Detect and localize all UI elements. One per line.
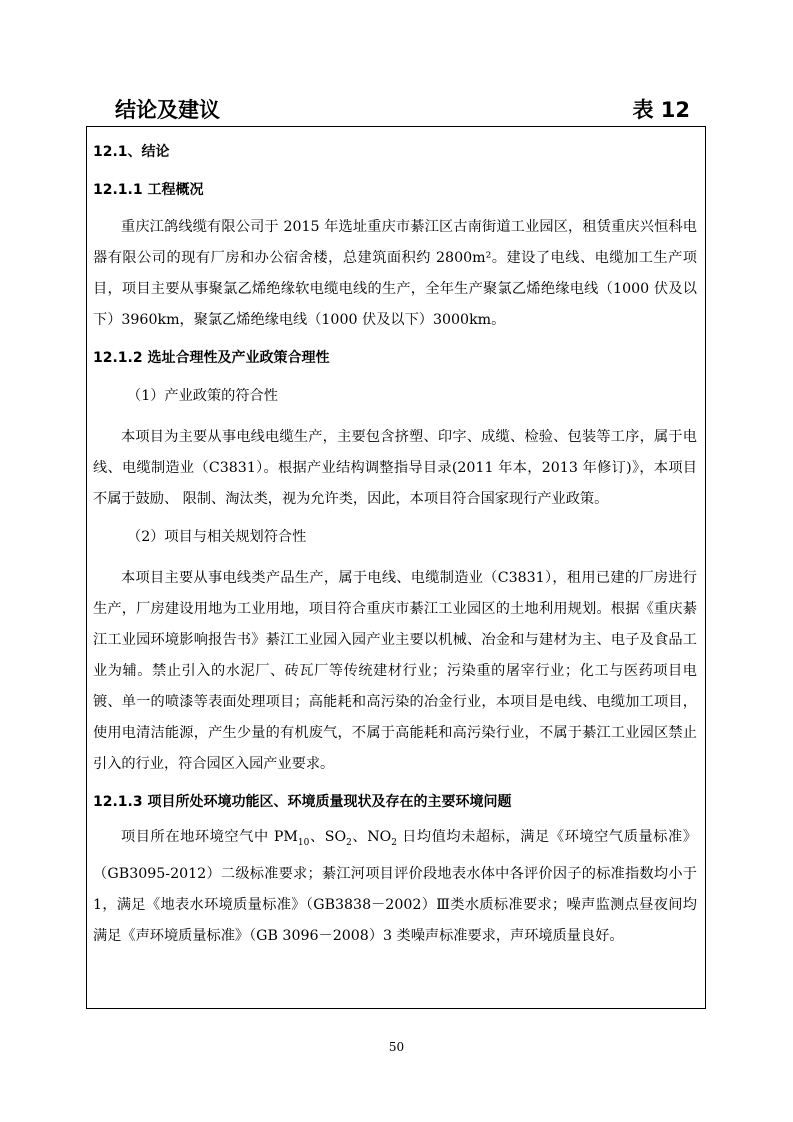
env-subscript: 10 <box>297 837 310 848</box>
paragraph-planning-compliance: 本项目主要从事电线类产品生产，属于电线、电缆制造业（C3831），租用已建的厂房进行生产，厂房建设用地为工业用地，项目符合重庆市綦江工业园区的土地利用规划。根据《重庆綦江工业园环境影响报告书》綦江工业园入园产业主要以机械、冶金和与建材为主、电子及食品工业为辅。禁止引入的水泥厂、砖瓦厂等传统建材行业；污染重的屠宰行业；化工与医药项目电镀、单一的喷漆等表面处理项目；高能耗和高污染的冶金行业，本项目是电线、电缆加工项目，使用电清洁能源，产生少量的有机废气，不属于高能耗和高污染行业，不属于綦江工业园区禁止引入的行业，符合园区入园产业要求。 <box>93 570 697 772</box>
paragraph-industry-policy: 本项目为主要从事电线电缆生产，主要包含挤塑、印字、成缆、检验、包装等工序，属于电线、电缆制造业（C3831）。根据产业结构调整指导目录(2011 年本，2013 年修订)》，本项目不属于鼓励、 限制、淘汰类，视为允许类，因此，本项目符合国家现行产业政策。 <box>93 429 697 507</box>
env-subscript: 2 <box>346 837 352 848</box>
page-number: 50 <box>388 1040 405 1054</box>
heading-conclusion: 12.1、结论 <box>93 144 170 160</box>
env-text-part: 、SO <box>309 829 347 845</box>
document-body <box>89 140 703 952</box>
env-text-part: 项目所在地环境空气中 PM <box>121 829 298 845</box>
heading-site-policy: 12.1.2 选址合理性及产业政策合理性 <box>93 350 330 366</box>
heading-environment-status: 12.1.3 项目所处环境功能区、环境质量现状及存在的主要环境问题 <box>93 794 512 810</box>
env-text-part: 日均值均未超标，满足《环境空气质量标准》（GB3095-2012）二级标准要求；綦江河项目评价段地表水体中各评价因子的标准指数均小于 1，满足《地表水环境质量标准》（GB3838－2002）Ⅲ类水质标准要求；噪声监测点昼夜间均满足《声环境质量标准》（GB 3096－2008）3 类噪声标准要求，声环境质量良好。 <box>93 829 697 944</box>
paragraph-environment-status <box>89 822 703 952</box>
paragraph-project-overview: 重庆江鸽线缆有限公司于 2015 年选址重庆市綦江区古南街道工业园区，租赁重庆兴恒科电器有限公司的现有厂房和办公宿舍楼，总建筑面积约 2800m²。建设了电线、电缆加工生产项目，项目主要从事聚氯乙烯绝缘软电缆电线的生产，全年生产聚氯乙烯绝缘电线（1000 伏及以下）3960km，聚氯乙烯绝缘电线（1000 伏及以下）3000km。 <box>93 219 697 328</box>
heading-project-overview: 12.1.1 工程概况 <box>93 182 204 198</box>
env-subscript: 2 <box>391 837 397 848</box>
section-title: 结论及建议 <box>115 98 220 122</box>
table-number: 表 12 <box>632 98 690 122</box>
env-text-part: 、NO <box>351 829 392 845</box>
subheading-planning-compliance: （2）项目与相关规划符合性 <box>127 529 307 545</box>
subheading-industry-policy: （1）产业政策的符合性 <box>127 388 278 404</box>
